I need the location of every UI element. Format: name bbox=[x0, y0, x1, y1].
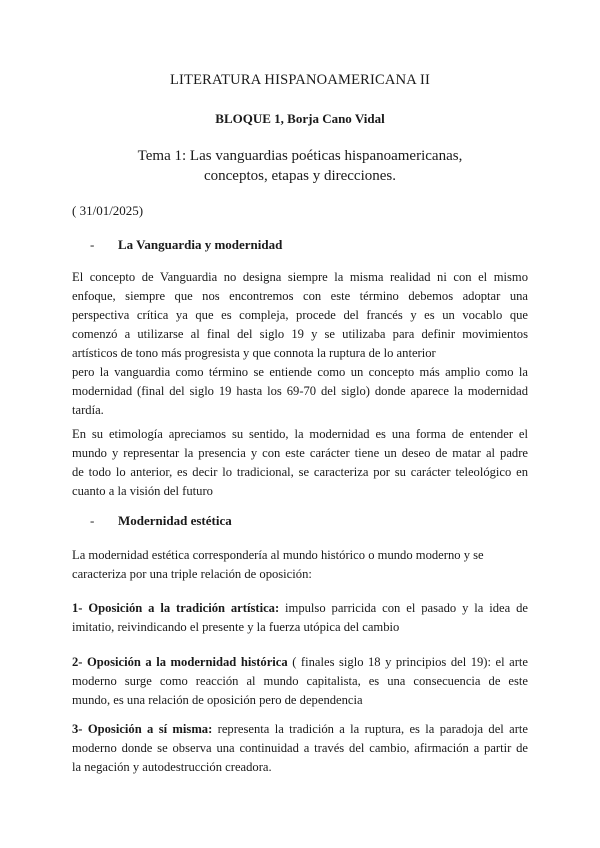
text-line: La modernidad estética correspondería al mundo histórico o mundo moderno y se bbox=[72, 548, 484, 562]
item-text: ( finales siglo 18 y principios del 19): el arte bbox=[287, 655, 528, 669]
text-line: moderno surge como reacción al mundo capitalista, es una consecuencia de este bbox=[72, 674, 528, 688]
text-line: artísticos de tono más progresista y que connota la ruptura de lo anterior bbox=[72, 346, 436, 360]
paragraph-vanguardia-2 bbox=[72, 425, 528, 501]
opposition-item-1 bbox=[72, 599, 528, 637]
text-line: mundo, es una relación de oposición pero de dependencia bbox=[72, 693, 363, 707]
text-line: tardía. bbox=[72, 403, 104, 417]
text-line: pero la vanguardia como término se entiende como un concepto más amplio como la bbox=[72, 365, 528, 379]
opposition-item-2 bbox=[72, 653, 528, 710]
text-line: perspectiva crítica ya que es compleja, procede del francés y es un vocablo que bbox=[72, 308, 528, 322]
text-line: comenzó a utilizarse al final del siglo 19 y se utilizaba para definir movimientos bbox=[72, 327, 528, 341]
text-line: la negación y autodestrucción creadora. bbox=[72, 760, 272, 774]
theme-title bbox=[0, 146, 600, 186]
text-line bbox=[72, 599, 528, 618]
heading-text: Modernidad estética bbox=[118, 513, 232, 528]
paragraph-estetica-intro bbox=[72, 546, 528, 584]
item-label: 3- Oposición a sí misma: bbox=[72, 722, 213, 736]
bullet-dash: - bbox=[90, 237, 95, 252]
text-line: El concepto de Vanguardia no designa siempre la misma realidad ni con el mismo bbox=[72, 270, 528, 284]
text-line bbox=[72, 653, 528, 672]
text-line: de todo lo anterior, es decir lo tradicional, se caracteriza por su carácter teleológico en bbox=[72, 465, 528, 479]
theme-title-line2: conceptos, etapas y direcciones. bbox=[203, 168, 396, 184]
text-line: enfoque, siempre que nos encontremos con este término debemos adoptar una bbox=[72, 289, 528, 303]
paragraph-vanguardia-1 bbox=[72, 268, 528, 420]
document-title: LITERATURA HISPANOAMERICANA II bbox=[169, 72, 431, 88]
text-line: cuanto a la visión del futuro bbox=[72, 484, 213, 498]
text-line: moderno donde se observa una continuidad a través del cambio, afirmación a partir de bbox=[72, 741, 528, 755]
section-heading-vanguardia bbox=[90, 237, 282, 253]
heading-text: La Vanguardia y modernidad bbox=[118, 237, 283, 252]
bullet-dash: - bbox=[90, 513, 95, 528]
document-date: ( 31/01/2025) bbox=[72, 203, 144, 218]
item-label: 1- Oposición a la tradición artística: bbox=[72, 601, 280, 615]
text-line: modernidad (final del siglo 19 hasta los 69-70 del siglo) donde aparece la modernidad bbox=[72, 384, 528, 398]
opposition-item-3 bbox=[72, 720, 528, 777]
text-line: En su etimología apreciamos su sentido, la modernidad es una forma de entender el bbox=[72, 427, 528, 441]
text-line: mundo y representar la presencia y con este carácter tiene un deseo de matar al padre bbox=[72, 446, 528, 460]
item-text: impulso parricida con el pasado y la idea de bbox=[279, 601, 528, 615]
document-subtitle: BLOQUE 1, Borja Cano Vidal bbox=[215, 111, 385, 126]
theme-title-line1: Tema 1: Las vanguardias poéticas hispanoamericanas, bbox=[137, 148, 463, 164]
text-line: imitatio, reivindicando el presente y la fuerza utópica del cambio bbox=[72, 620, 400, 634]
item-text: representa la tradición a la ruptura, es la paradoja del arte bbox=[212, 722, 529, 736]
text-line bbox=[72, 720, 528, 739]
item-label: 2- Oposición a la modernidad histórica bbox=[72, 655, 288, 669]
section-heading-estetica bbox=[90, 513, 232, 529]
text-line: caracteriza por una triple relación de oposición: bbox=[72, 567, 312, 581]
